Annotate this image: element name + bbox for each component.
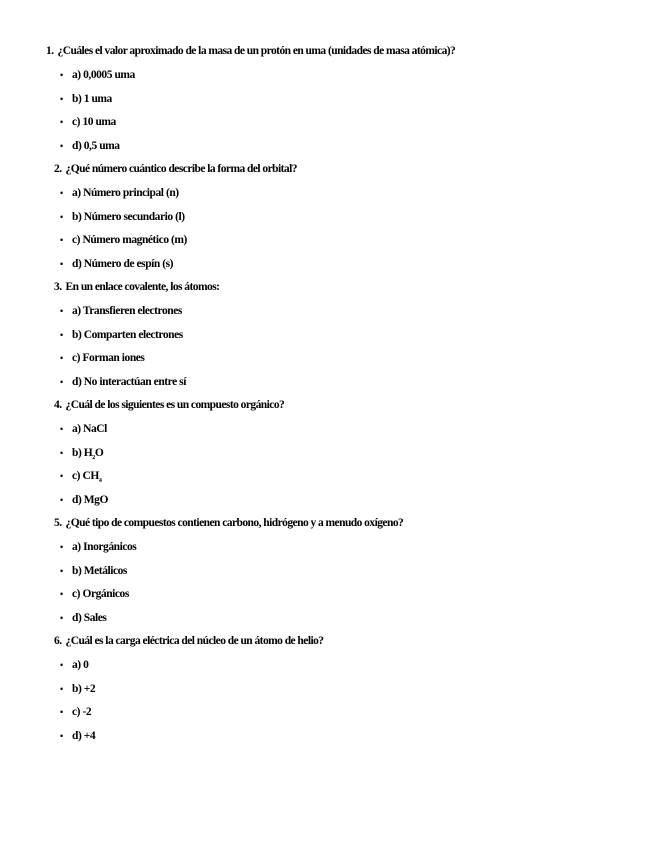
question-text: ¿Qué tipo de compuestos contienen carbono, hidrógeno y a menudo oxígeno?: [65, 517, 404, 529]
bullet-icon: •: [60, 212, 63, 222]
option-5b: [60, 564, 127, 578]
question-text: ¿Cuáles el valor aproximado de la masa de un protón en uma (unidades de masa atómica)?: [57, 45, 456, 57]
option-1b: [60, 92, 112, 106]
option-1d: [60, 139, 120, 153]
bullet-icon: •: [60, 495, 63, 505]
question-3: [46, 280, 219, 294]
option-5a: [60, 540, 136, 554]
option-text-main: c) CH: [72, 470, 99, 482]
option-text: d) +4: [72, 730, 96, 742]
bullet-icon: •: [60, 424, 63, 434]
option-5d: [60, 611, 106, 625]
question-text: ¿Qué número cuántico describe la forma del orbital?: [65, 163, 297, 175]
option-2c: [60, 233, 187, 247]
bullet-icon: •: [60, 259, 63, 269]
option-text: d) No interactúan entre sí: [72, 376, 186, 388]
option-text: b) Comparten electrones: [72, 329, 183, 341]
bullet-icon: •: [60, 330, 63, 340]
question-text: ¿Cuál de los siguientes es un compuesto orgánico?: [65, 399, 285, 411]
bullet-icon: •: [60, 353, 63, 363]
option-4c: [60, 469, 101, 488]
option-text: b) +2: [72, 683, 96, 695]
option-text: c) 10 uma: [72, 116, 116, 128]
option-subscript: 2: [92, 455, 95, 461]
bullet-icon: •: [60, 684, 63, 694]
bullet-icon: •: [60, 117, 63, 127]
option-text: a) Inorgánicos: [72, 541, 137, 553]
option-3d: [60, 375, 186, 389]
option-text: c) Orgánicos: [72, 588, 129, 600]
bullet-icon: •: [60, 707, 63, 717]
question-4: [46, 398, 284, 412]
option-text: d) MgO: [72, 494, 108, 506]
option-text: d) Número de espín (s): [72, 258, 174, 270]
question-number: 4.: [54, 399, 62, 411]
option-6b: [60, 682, 95, 696]
question-number: 5.: [54, 517, 62, 529]
option-text: c) -2: [72, 706, 92, 718]
option-2d: [60, 257, 173, 271]
bullet-icon: •: [60, 141, 63, 151]
option-text: a) Transfieren electrones: [72, 305, 182, 317]
option-4a: [60, 422, 107, 436]
question-1: [46, 44, 455, 58]
option-text: d) 0,5 uma: [72, 140, 120, 152]
option-2a: [60, 186, 179, 200]
question-number: 6.: [54, 635, 62, 647]
option-3b: [60, 328, 183, 342]
bullet-icon: •: [60, 731, 63, 741]
option-text: c) Número magnético (m): [72, 234, 187, 246]
bullet-icon: •: [60, 448, 63, 458]
option-text-main: b) H: [72, 447, 93, 459]
option-4b: [60, 446, 103, 465]
question-2: [46, 162, 297, 176]
option-text: a) 0: [72, 659, 89, 671]
option-text: b) 1 uma: [72, 93, 112, 105]
bullet-icon: •: [60, 613, 63, 623]
question-5: [46, 516, 403, 530]
option-text: b) Número secundario (l): [72, 211, 185, 223]
bullet-icon: •: [60, 471, 63, 481]
option-6c: [60, 705, 91, 719]
option-4d: [60, 493, 108, 507]
option-5c: [60, 587, 129, 601]
question-number: 3.: [54, 281, 62, 293]
bullet-icon: •: [60, 542, 63, 552]
option-text: d) Sales: [72, 612, 107, 624]
bullet-icon: •: [60, 235, 63, 245]
question-text: ¿Cuál es la carga eléctrica del núcleo de un átomo de helio?: [65, 635, 324, 647]
option-text-tail: O: [94, 447, 104, 459]
option-1c: [60, 115, 116, 129]
question-text: En un enlace covalente, los átomos:: [65, 281, 220, 293]
bullet-icon: •: [60, 188, 63, 198]
bullet-icon: •: [60, 377, 63, 387]
question-6: [46, 634, 324, 648]
bullet-icon: •: [60, 70, 63, 80]
option-2b: [60, 210, 185, 224]
bullet-icon: •: [60, 589, 63, 599]
option-text: a) Número principal (n): [72, 187, 179, 199]
option-text: a) 0,0005 uma: [72, 69, 135, 81]
option-3c: [60, 351, 144, 365]
option-text: b) Metálicos: [72, 565, 127, 577]
bullet-icon: •: [60, 660, 63, 670]
option-1a: [60, 68, 135, 82]
option-3a: [60, 304, 182, 318]
question-number: 2.: [54, 163, 62, 175]
option-text: c) Forman iones: [72, 352, 145, 364]
option-text: a) NaCl: [72, 423, 107, 435]
option-6a: [60, 658, 88, 672]
question-number: 1.: [46, 45, 54, 57]
bullet-icon: •: [60, 566, 63, 576]
option-subscript: 4: [98, 478, 102, 484]
bullet-icon: •: [60, 306, 63, 316]
option-6d: [60, 729, 95, 743]
bullet-icon: •: [60, 94, 63, 104]
